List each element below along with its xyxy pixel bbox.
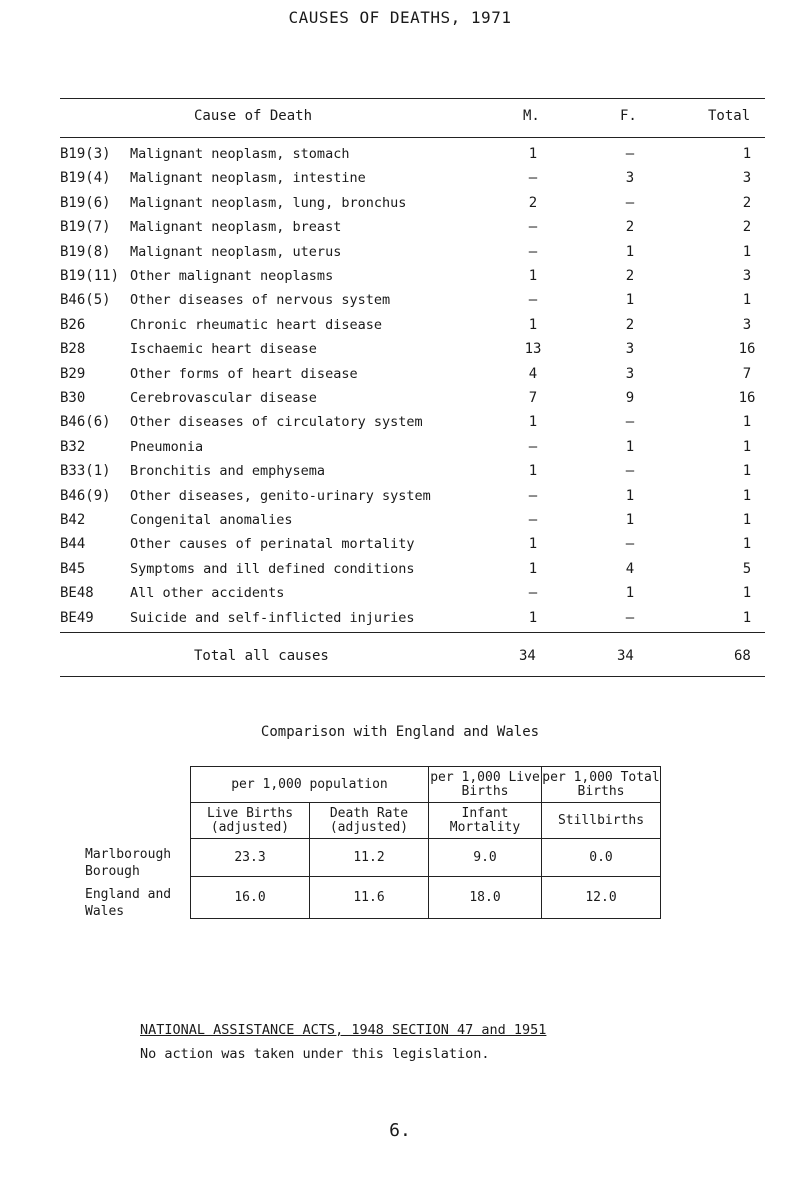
cause-code: B19(6) xyxy=(60,194,111,211)
cause-name: Chronic rheumatic heart disease xyxy=(130,316,382,333)
count-m: 1 xyxy=(528,463,538,480)
count-total: 1 xyxy=(742,292,752,309)
table-row xyxy=(0,585,800,604)
cause-code: B19(3) xyxy=(60,146,111,162)
group-header-live-births: per 1,000 Live Births xyxy=(429,767,542,803)
count-f: 1 xyxy=(625,243,635,260)
count-total: 1 xyxy=(742,536,752,553)
cause-name: All other accidents xyxy=(130,585,285,602)
total-rule xyxy=(60,632,765,633)
cause-name: Malignant neoplasm, intestine xyxy=(130,170,366,187)
cause-name: Cerebrovascular disease xyxy=(130,390,317,406)
cause-code: BE49 xyxy=(60,609,94,626)
count-m: – xyxy=(528,512,538,528)
cause-code: B19(7) xyxy=(60,219,111,236)
national-assistance-text: No action was taken under this legislation. xyxy=(140,1046,490,1062)
cause-name: Malignant neoplasm, breast xyxy=(130,219,342,236)
count-total: 3 xyxy=(742,170,752,187)
table-row xyxy=(0,536,800,555)
count-f: 1 xyxy=(625,292,635,309)
cause-code: B45 xyxy=(60,560,86,577)
count-f: 2 xyxy=(625,268,635,284)
cause-code: B26 xyxy=(60,316,86,333)
table-row xyxy=(0,292,800,311)
count-m: 1 xyxy=(528,560,538,577)
count-total: 3 xyxy=(742,268,752,284)
cause-code: B29 xyxy=(60,365,86,382)
cause-code: B46(9) xyxy=(60,487,111,504)
count-f: – xyxy=(625,609,635,626)
table-row xyxy=(0,610,800,629)
count-f: – xyxy=(625,536,635,553)
cause-code: B30 xyxy=(60,390,86,406)
cause-name: Other malignant neoplasms xyxy=(130,268,334,284)
cause-code: B42 xyxy=(60,512,86,528)
group-header-total-births: per 1,000 Total Births xyxy=(542,767,661,803)
cause-name: Suicide and self-inflicted injuries xyxy=(130,609,415,626)
count-total: 1 xyxy=(742,463,752,480)
cause-code: B19(8) xyxy=(60,243,111,260)
table-row xyxy=(0,439,800,458)
national-assistance-heading: NATIONAL ASSISTANCE ACTS, 1948 SECTION 47 and 1951 xyxy=(140,1022,547,1038)
count-f: 1 xyxy=(625,438,635,455)
subheader-stillbirths: Stillbirths xyxy=(542,803,661,839)
cell-england-death-rate: 11.6 xyxy=(310,877,429,919)
row-label-marlborough: Marlborough Borough xyxy=(85,847,172,879)
cause-code: B46(6) xyxy=(60,414,111,431)
cause-name: Other diseases of circulatory system xyxy=(130,414,423,431)
count-f: 1 xyxy=(625,487,635,504)
cause-code: B46(5) xyxy=(60,292,111,309)
cell-marlborough-death-rate: 11.2 xyxy=(310,839,429,877)
cause-code: B19(11) xyxy=(60,268,120,284)
comparison-table xyxy=(190,766,661,919)
count-m: – xyxy=(528,219,538,236)
count-total: 16 xyxy=(738,341,756,358)
count-m: 1 xyxy=(528,609,538,626)
header-cause: Cause of Death xyxy=(194,108,313,124)
count-m: – xyxy=(528,292,538,309)
cause-name: Other diseases of nervous system xyxy=(130,292,391,309)
count-f: – xyxy=(625,414,635,431)
count-f: – xyxy=(625,194,635,211)
total-label: Total all causes xyxy=(194,648,329,664)
count-m: – xyxy=(528,438,538,455)
count-total: 16 xyxy=(738,390,756,406)
count-m: – xyxy=(528,585,538,602)
cell-england-infant-mortality: 18.0 xyxy=(429,877,542,919)
count-total: 3 xyxy=(742,316,752,333)
count-m: 1 xyxy=(528,268,538,284)
cell-england-stillbirths: 12.0 xyxy=(542,877,661,919)
count-total: 1 xyxy=(742,414,752,431)
count-total: 2 xyxy=(742,219,752,236)
count-f: 3 xyxy=(625,170,635,187)
cause-code: B32 xyxy=(60,438,86,455)
count-m: 4 xyxy=(528,365,538,382)
header-total: Total xyxy=(708,108,751,124)
count-total: 5 xyxy=(742,560,752,577)
cause-name: Other diseases, genito-urinary system xyxy=(130,487,431,504)
count-m: 1 xyxy=(528,536,538,553)
count-m: 13 xyxy=(524,341,542,358)
table-row xyxy=(0,268,800,287)
cause-code: B33(1) xyxy=(60,463,111,480)
total-f: 34 xyxy=(617,648,634,664)
cause-name: Other forms of heart disease xyxy=(130,365,358,382)
table-row xyxy=(0,512,800,531)
table-row xyxy=(0,146,800,165)
page-number: 6. xyxy=(389,1120,411,1141)
count-m: 1 xyxy=(528,414,538,431)
count-f: 1 xyxy=(625,585,635,602)
cause-code: B44 xyxy=(60,536,86,553)
count-f: 2 xyxy=(625,316,635,333)
table-row xyxy=(0,244,800,263)
count-m: 1 xyxy=(528,316,538,333)
subheader-infant-mortality: Infant Mortality xyxy=(429,803,542,839)
row-label-england: England and Wales xyxy=(85,887,172,919)
table-row xyxy=(0,366,800,385)
cause-name: Ischaemic heart disease xyxy=(130,341,317,358)
header-f: F. xyxy=(620,108,637,124)
table-row xyxy=(0,317,800,336)
count-f: – xyxy=(625,463,635,480)
cause-name: Malignant neoplasm, stomach xyxy=(130,146,350,162)
count-m: – xyxy=(528,487,538,504)
cause-name: Bronchitis and emphysema xyxy=(130,463,326,480)
count-total: 2 xyxy=(742,194,752,211)
cause-name: Other causes of perinatal mortality xyxy=(130,536,415,553)
cause-name: Malignant neoplasm, uterus xyxy=(130,243,342,260)
count-m: – xyxy=(528,243,538,260)
subheader-live-births: Live Births (adjusted) xyxy=(191,803,310,839)
table-row xyxy=(0,170,800,189)
cause-name: Malignant neoplasm, lung, bronchus xyxy=(130,194,407,211)
count-f: 2 xyxy=(625,219,635,236)
table-row xyxy=(0,341,800,360)
count-m: 1 xyxy=(528,146,538,162)
total-m: 34 xyxy=(519,648,536,664)
count-f: 1 xyxy=(625,512,635,528)
cell-marlborough-stillbirths: 0.0 xyxy=(542,839,661,877)
cause-code: B19(4) xyxy=(60,170,111,187)
count-f: – xyxy=(625,146,635,162)
table-row xyxy=(0,195,800,214)
count-m: – xyxy=(528,170,538,187)
cause-name: Pneumonia xyxy=(130,438,204,455)
count-m: 7 xyxy=(528,390,538,406)
cell-marlborough-live-births: 23.3 xyxy=(191,839,310,877)
total-total: 68 xyxy=(734,648,751,664)
bottom-rule xyxy=(60,676,765,677)
cause-code: B28 xyxy=(60,341,86,358)
count-total: 1 xyxy=(742,512,752,528)
count-total: 1 xyxy=(742,487,752,504)
table-row xyxy=(0,219,800,238)
count-total: 1 xyxy=(742,438,752,455)
cause-name: Congenital anomalies xyxy=(130,512,293,528)
count-total: 1 xyxy=(742,243,752,260)
count-f: 4 xyxy=(625,560,635,577)
count-total: 7 xyxy=(742,365,752,382)
table-row xyxy=(0,463,800,482)
cell-marlborough-infant-mortality: 9.0 xyxy=(429,839,542,877)
group-header-population: per 1,000 population xyxy=(191,767,429,803)
count-f: 3 xyxy=(625,365,635,382)
count-total: 1 xyxy=(742,146,752,162)
cause-name: Symptoms and ill defined conditions xyxy=(130,560,415,577)
header-m: M. xyxy=(523,108,540,124)
table-row xyxy=(0,488,800,507)
table-top-rule xyxy=(60,98,765,99)
count-m: 2 xyxy=(528,194,538,211)
count-f: 3 xyxy=(625,341,635,358)
header-rule xyxy=(60,137,765,138)
cause-code: BE48 xyxy=(60,585,94,602)
table-row xyxy=(0,561,800,580)
count-total: 1 xyxy=(742,585,752,602)
table-row xyxy=(0,390,800,409)
table-row xyxy=(0,414,800,433)
count-f: 9 xyxy=(625,390,635,406)
count-total: 1 xyxy=(742,609,752,626)
comparison-heading: Comparison with England and Wales xyxy=(260,724,540,740)
subheader-death-rate: Death Rate (adjusted) xyxy=(310,803,429,839)
cell-england-live-births: 16.0 xyxy=(191,877,310,919)
page-title: CAUSES OF DEATHS, 1971 xyxy=(288,8,512,27)
